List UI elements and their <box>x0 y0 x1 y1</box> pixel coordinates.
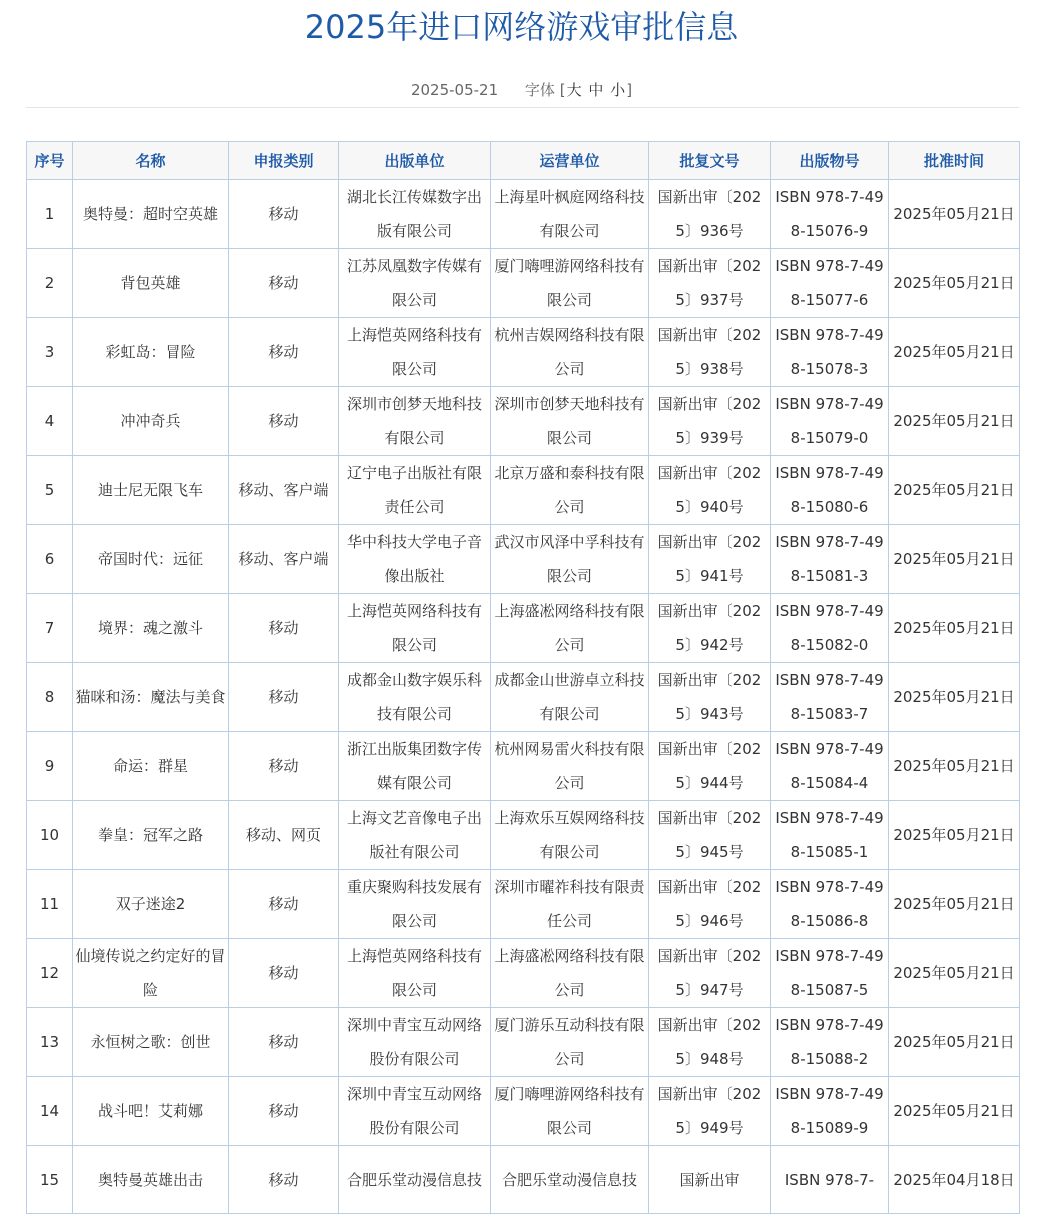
cell-approval-date: 2025年05月21日 <box>889 939 1020 1008</box>
cell-type: 移动 <box>229 732 339 801</box>
cell-approval-number: 国新出审〔2025〕948号 <box>649 1008 771 1077</box>
cell-publisher: 上海恺英网络科技有限公司 <box>339 318 491 387</box>
cell-approval-date: 2025年05月21日 <box>889 870 1020 939</box>
font-bracket-close: ] <box>626 81 633 99</box>
cell-type: 移动、客户端 <box>229 456 339 525</box>
cell-name: 奥特曼英雄出击 <box>73 1146 229 1214</box>
cell-approval-date: 2025年05月21日 <box>889 318 1020 387</box>
cell-isbn: ISBN 978-7-498-15082-0 <box>771 594 889 663</box>
cell-approval-number: 国新出审〔2025〕945号 <box>649 801 771 870</box>
table-row <box>27 249 1020 318</box>
cell-approval-date: 2025年05月21日 <box>889 732 1020 801</box>
cell-name: 猫咪和汤：魔法与美食 <box>73 663 229 732</box>
cell-no: 1 <box>27 180 73 249</box>
cell-publisher: 湖北长江传媒数字出版有限公司 <box>339 180 491 249</box>
page-title: 2025年进口网络游戏审批信息 <box>304 8 739 46</box>
cell-no: 13 <box>27 1008 73 1077</box>
cell-operator: 武汉市风泽中孚科技有限公司 <box>491 525 649 594</box>
cell-no: 3 <box>27 318 73 387</box>
cell-no: 8 <box>27 663 73 732</box>
cell-operator: 厦门嗨哩游网络科技有限公司 <box>491 1077 649 1146</box>
cell-no: 9 <box>27 732 73 801</box>
cell-approval-number: 国新出审〔2025〕941号 <box>649 525 771 594</box>
cell-isbn: ISBN 978-7-498-15079-0 <box>771 387 889 456</box>
table-row <box>27 1008 1020 1077</box>
cell-type: 移动 <box>229 594 339 663</box>
cell-operator: 合肥乐堂动漫信息技 <box>491 1146 649 1214</box>
cell-approval-date: 2025年05月21日 <box>889 525 1020 594</box>
font-size-label: 字体 <box>524 81 555 99</box>
cell-no: 4 <box>27 387 73 456</box>
cell-isbn: ISBN 978-7-498-15089-9 <box>771 1077 889 1146</box>
cell-approval-number: 国新出审〔2025〕947号 <box>649 939 771 1008</box>
cell-name: 冲冲奇兵 <box>73 387 229 456</box>
cell-approval-number: 国新出审〔2025〕937号 <box>649 249 771 318</box>
cell-isbn: ISBN 978-7- <box>771 1146 889 1214</box>
cell-approval-date: 2025年05月21日 <box>889 180 1020 249</box>
table-row <box>27 1077 1020 1146</box>
approval-table <box>26 141 1020 1214</box>
header-type: 申报类别 <box>229 142 339 180</box>
header-operator: 运营单位 <box>491 142 649 180</box>
header-approval-date: 批准时间 <box>889 142 1020 180</box>
cell-publisher: 深圳中青宝互动网络股份有限公司 <box>339 1077 491 1146</box>
cell-type: 移动 <box>229 387 339 456</box>
table-row <box>27 594 1020 663</box>
cell-isbn: ISBN 978-7-498-15085-1 <box>771 801 889 870</box>
cell-operator: 杭州网易雷火科技有限公司 <box>491 732 649 801</box>
cell-operator: 上海盛凇网络科技有限公司 <box>491 939 649 1008</box>
cell-publisher: 深圳市创梦天地科技有限公司 <box>339 387 491 456</box>
cell-type: 移动 <box>229 318 339 387</box>
cell-name: 彩虹岛：冒险 <box>73 318 229 387</box>
font-bracket-open: [ <box>559 81 566 99</box>
cell-operator: 杭州吉娱网络科技有限公司 <box>491 318 649 387</box>
cell-operator: 成都金山世游卓立科技有限公司 <box>491 663 649 732</box>
header-approval-number: 批复文号 <box>649 142 771 180</box>
cell-publisher: 辽宁电子出版社有限责任公司 <box>339 456 491 525</box>
cell-isbn: ISBN 978-7-498-15081-3 <box>771 525 889 594</box>
cell-no: 6 <box>27 525 73 594</box>
header-no: 序号 <box>27 142 73 180</box>
font-size-small-link[interactable]: 小 <box>610 81 626 99</box>
cell-publisher: 江苏凤凰数字传媒有限公司 <box>339 249 491 318</box>
header-divider <box>26 107 1019 108</box>
cell-name: 背包英雄 <box>73 249 229 318</box>
table-row <box>27 801 1020 870</box>
cell-approval-number: 国新出审〔2025〕943号 <box>649 663 771 732</box>
cell-approval-date: 2025年05月21日 <box>889 663 1020 732</box>
cell-approval-number: 国新出审〔2025〕949号 <box>649 1077 771 1146</box>
cell-type: 移动、网页 <box>229 801 339 870</box>
cell-isbn: ISBN 978-7-498-15084-4 <box>771 732 889 801</box>
cell-operator: 厦门嗨哩游网络科技有限公司 <box>491 249 649 318</box>
table-row <box>27 180 1020 249</box>
cell-name: 境界：魂之激斗 <box>73 594 229 663</box>
header-isbn: 出版物号 <box>771 142 889 180</box>
cell-name: 迪士尼无限飞车 <box>73 456 229 525</box>
cell-isbn: ISBN 978-7-498-15083-7 <box>771 663 889 732</box>
cell-approval-date: 2025年05月21日 <box>889 387 1020 456</box>
table-row <box>27 663 1020 732</box>
font-size-control <box>560 81 632 99</box>
font-size-medium-link[interactable]: 中 <box>588 81 604 99</box>
cell-isbn: ISBN 978-7-498-15080-6 <box>771 456 889 525</box>
table-row <box>27 1146 1020 1214</box>
table-row <box>27 939 1020 1008</box>
cell-approval-date: 2025年05月21日 <box>889 1077 1020 1146</box>
cell-operator: 深圳市创梦天地科技有限公司 <box>491 387 649 456</box>
cell-publisher: 上海文艺音像电子出版社有限公司 <box>339 801 491 870</box>
table-row <box>27 732 1020 801</box>
cell-approval-number: 国新出审〔2025〕944号 <box>649 732 771 801</box>
cell-operator: 上海盛凇网络科技有限公司 <box>491 594 649 663</box>
cell-approval-date: 2025年05月21日 <box>889 1008 1020 1077</box>
cell-isbn: ISBN 978-7-498-15076-9 <box>771 180 889 249</box>
cell-name: 帝国时代：远征 <box>73 525 229 594</box>
cell-publisher: 重庆聚购科技发展有限公司 <box>339 870 491 939</box>
cell-name: 奥特曼：超时空英雄 <box>73 180 229 249</box>
cell-approval-number: 国新出审〔2025〕946号 <box>649 870 771 939</box>
cell-type: 移动 <box>229 1077 339 1146</box>
cell-no: 11 <box>27 870 73 939</box>
table-body <box>27 180 1020 1214</box>
table-row <box>27 525 1020 594</box>
cell-name: 战斗吧！艾莉娜 <box>73 1077 229 1146</box>
cell-name: 双子迷途2 <box>73 870 229 939</box>
cell-name: 永恒树之歌：创世 <box>73 1008 229 1077</box>
cell-approval-number: 国新出审〔2025〕936号 <box>649 180 771 249</box>
cell-isbn: ISBN 978-7-498-15077-6 <box>771 249 889 318</box>
cell-publisher: 成都金山数字娱乐科技有限公司 <box>339 663 491 732</box>
cell-no: 10 <box>27 801 73 870</box>
cell-approval-date: 2025年05月21日 <box>889 801 1020 870</box>
table-row <box>27 387 1020 456</box>
cell-isbn: ISBN 978-7-498-15087-5 <box>771 939 889 1008</box>
cell-name: 仙境传说之约定好的冒险 <box>73 939 229 1008</box>
cell-operator: 深圳市曜祚科技有限责任公司 <box>491 870 649 939</box>
cell-no: 15 <box>27 1146 73 1214</box>
cell-no: 5 <box>27 456 73 525</box>
meta-bar <box>0 79 1043 101</box>
table-row <box>27 318 1020 387</box>
cell-operator: 厦门游乐互动科技有限公司 <box>491 1008 649 1077</box>
cell-isbn: ISBN 978-7-498-15086-8 <box>771 870 889 939</box>
cell-approval-date: 2025年05月21日 <box>889 249 1020 318</box>
cell-name: 命运：群星 <box>73 732 229 801</box>
cell-operator: 上海星叶枫庭网络科技有限公司 <box>491 180 649 249</box>
cell-type: 移动 <box>229 1146 339 1214</box>
cell-operator: 北京万盛和泰科技有限公司 <box>491 456 649 525</box>
cell-type: 移动 <box>229 939 339 1008</box>
cell-type: 移动 <box>229 663 339 732</box>
cell-publisher: 浙江出版集团数字传媒有限公司 <box>339 732 491 801</box>
table-header-row <box>27 142 1020 180</box>
cell-approval-number: 国新出审〔2025〕939号 <box>649 387 771 456</box>
cell-no: 14 <box>27 1077 73 1146</box>
cell-approval-date: 2025年05月21日 <box>889 594 1020 663</box>
cell-publisher: 合肥乐堂动漫信息技 <box>339 1146 491 1214</box>
cell-approval-number: 国新出审〔2025〕940号 <box>649 456 771 525</box>
cell-type: 移动 <box>229 180 339 249</box>
cell-approval-date: 2025年05月21日 <box>889 456 1020 525</box>
table-row <box>27 870 1020 939</box>
cell-no: 2 <box>27 249 73 318</box>
cell-isbn: ISBN 978-7-498-15078-3 <box>771 318 889 387</box>
cell-no: 7 <box>27 594 73 663</box>
cell-approval-number: 国新出审〔2025〕942号 <box>649 594 771 663</box>
cell-publisher: 上海恺英网络科技有限公司 <box>339 594 491 663</box>
cell-name: 拳皇：冠军之路 <box>73 801 229 870</box>
cell-approval-number: 国新出审 <box>649 1146 771 1214</box>
publish-date: 2025-05-21 <box>410 81 499 99</box>
cell-type: 移动 <box>229 249 339 318</box>
cell-type: 移动、客户端 <box>229 525 339 594</box>
cell-approval-date: 2025年04月18日 <box>889 1146 1020 1214</box>
cell-publisher: 深圳中青宝互动网络股份有限公司 <box>339 1008 491 1077</box>
header-publisher: 出版单位 <box>339 142 491 180</box>
cell-approval-number: 国新出审〔2025〕938号 <box>649 318 771 387</box>
font-size-large-link[interactable]: 大 <box>566 81 582 99</box>
cell-isbn: ISBN 978-7-498-15088-2 <box>771 1008 889 1077</box>
cell-type: 移动 <box>229 870 339 939</box>
cell-type: 移动 <box>229 1008 339 1077</box>
cell-publisher: 华中科技大学电子音像出版社 <box>339 525 491 594</box>
cell-operator: 上海欢乐互娱网络科技有限公司 <box>491 801 649 870</box>
cell-publisher: 上海恺英网络科技有限公司 <box>339 939 491 1008</box>
cell-no: 12 <box>27 939 73 1008</box>
table-row <box>27 456 1020 525</box>
header-name: 名称 <box>73 142 229 180</box>
